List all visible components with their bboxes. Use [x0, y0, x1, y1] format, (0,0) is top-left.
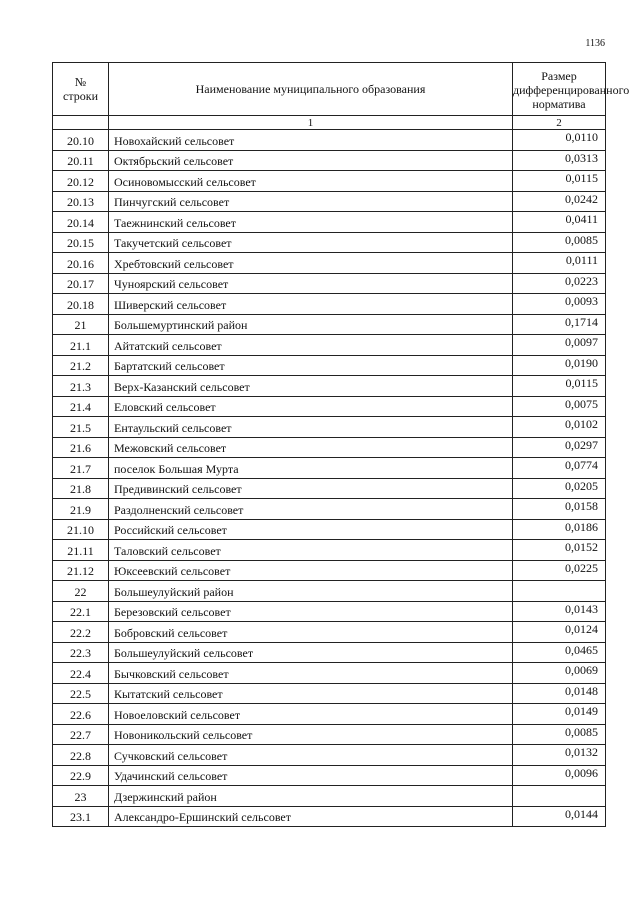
- table-row: [53, 130, 606, 151]
- municipality-name: Новохайский сельсовет: [109, 130, 513, 151]
- index-cell-1: 1: [109, 116, 513, 130]
- municipality-name: Чуноярский сельсовет: [109, 273, 513, 294]
- row-number: 22.5: [53, 683, 109, 704]
- row-number: 20.13: [53, 191, 109, 212]
- normative-value: 0,0115: [513, 376, 606, 397]
- row-number: 21.12: [53, 560, 109, 581]
- normative-value: 0,0205: [513, 478, 606, 499]
- municipality-name: Раздолненский сельсовет: [109, 499, 513, 520]
- header-normative-size: [513, 63, 630, 116]
- normative-value: 0,0115: [513, 171, 606, 192]
- table-row: [53, 724, 606, 745]
- row-number: 20.11: [53, 150, 109, 171]
- normative-value: 0,0242: [513, 191, 606, 212]
- row-number: 22.2: [53, 622, 109, 643]
- municipality-name: Новоникольский сельсовет: [109, 724, 513, 745]
- normative-value: 0,0190: [513, 355, 606, 376]
- row-number: 22: [53, 581, 109, 602]
- row-number: 22.8: [53, 745, 109, 766]
- municipality-name: Айтатский сельсовет: [109, 335, 513, 356]
- municipality-name: Бобровский сельсовет: [109, 622, 513, 643]
- index-cell-empty: [53, 116, 109, 130]
- municipality-name: Сучковский сельсовет: [109, 745, 513, 766]
- row-number: 21.9: [53, 499, 109, 520]
- row-number: 20.10: [53, 130, 109, 151]
- header-normative-size-label: Размер дифференцированного норматива: [513, 69, 630, 111]
- table-row: [53, 786, 606, 807]
- header-row-number: [53, 63, 109, 116]
- normative-value: 0,0097: [513, 335, 606, 356]
- normative-value: 0,0075: [513, 396, 606, 417]
- table-index-row: [53, 116, 606, 130]
- table-row: [53, 396, 606, 417]
- table-row: [53, 437, 606, 458]
- row-number: 23.1: [53, 806, 109, 827]
- table-header-row: [53, 63, 606, 116]
- normative-value: 0,0143: [513, 601, 606, 622]
- table-row: [53, 376, 606, 397]
- municipality-name: Бартатский сельсовет: [109, 355, 513, 376]
- table-row: [53, 642, 606, 663]
- municipality-name: Новоеловский сельсовет: [109, 704, 513, 725]
- municipality-name: Удачинский сельсовет: [109, 765, 513, 786]
- normative-value: 0,0132: [513, 745, 606, 766]
- municipality-name: Межовский сельсовет: [109, 437, 513, 458]
- table-row: [53, 478, 606, 499]
- row-number: 22.7: [53, 724, 109, 745]
- header-row-number-label: № строки: [63, 75, 98, 103]
- normative-value: 0,0149: [513, 704, 606, 725]
- row-number: 21.1: [53, 335, 109, 356]
- table-row: [53, 663, 606, 684]
- municipality-name: Юксеевский сельсовет: [109, 560, 513, 581]
- row-number: 21.7: [53, 458, 109, 479]
- table-row: [53, 294, 606, 315]
- row-number: 22.9: [53, 765, 109, 786]
- header-municipality-name-label: Наименование муниципального образования: [195, 81, 426, 96]
- normative-value: 0,0465: [513, 642, 606, 663]
- normative-value: 0,0297: [513, 437, 606, 458]
- table-row: [53, 171, 606, 192]
- municipality-name: Российский сельсовет: [109, 519, 513, 540]
- table-row: [53, 765, 606, 786]
- index-cell-2: 2: [513, 116, 606, 130]
- row-number: 21.5: [53, 417, 109, 438]
- row-number: 22.4: [53, 663, 109, 684]
- table-row: [53, 355, 606, 376]
- page-number: 1136: [585, 38, 605, 49]
- table-row: [53, 683, 606, 704]
- row-number: 22.1: [53, 601, 109, 622]
- normative-value: 0,0313: [513, 150, 606, 171]
- municipality-name: Октябрьский сельсовет: [109, 150, 513, 171]
- table-row: [53, 212, 606, 233]
- municipality-name: Большемуртинский район: [109, 314, 513, 335]
- municipality-name: Пинчугский сельсовет: [109, 191, 513, 212]
- municipality-name: Таловский сельсовет: [109, 540, 513, 561]
- table-row: [53, 232, 606, 253]
- row-number: 20.14: [53, 212, 109, 233]
- table-row: [53, 499, 606, 520]
- municipality-name: Таежнинский сельсовет: [109, 212, 513, 233]
- header-municipality-name: [109, 63, 513, 116]
- row-number: 21.4: [53, 396, 109, 417]
- table-row: [53, 335, 606, 356]
- row-number: 20.17: [53, 273, 109, 294]
- normative-value: 0,0085: [513, 232, 606, 253]
- table-row: [53, 191, 606, 212]
- row-number: 21.3: [53, 376, 109, 397]
- row-number: 21.11: [53, 540, 109, 561]
- table-row: [53, 601, 606, 622]
- table-row: [53, 704, 606, 725]
- municipality-name: Большеулуйский сельсовет: [109, 642, 513, 663]
- table-row: [53, 519, 606, 540]
- table-row: [53, 273, 606, 294]
- table-row: [53, 560, 606, 581]
- normative-value: 0,0186: [513, 519, 606, 540]
- row-number: 22.6: [53, 704, 109, 725]
- normative-value: 0,0225: [513, 560, 606, 581]
- table-row: [53, 150, 606, 171]
- table-row: [53, 417, 606, 438]
- normative-value: 0,0124: [513, 622, 606, 643]
- normative-value: 0,0774: [513, 458, 606, 479]
- municipality-name: Березовский сельсовет: [109, 601, 513, 622]
- normative-value: 0,0148: [513, 683, 606, 704]
- normative-value: 0,0102: [513, 417, 606, 438]
- normative-table: [52, 62, 630, 827]
- table-row: [53, 581, 606, 602]
- municipality-name: Еловский сельсовет: [109, 396, 513, 417]
- municipality-name: Большеулуйский район: [109, 581, 513, 602]
- normative-value: 0,0158: [513, 499, 606, 520]
- row-number: 22.3: [53, 642, 109, 663]
- municipality-name: Предивинский сельсовет: [109, 478, 513, 499]
- municipality-name: Кытатский сельсовет: [109, 683, 513, 704]
- municipality-name: поселок Большая Мурта: [109, 458, 513, 479]
- municipality-name: Хребтовский сельсовет: [109, 253, 513, 274]
- normative-value: [513, 581, 606, 602]
- table-row: [53, 540, 606, 561]
- normative-value: 0,0093: [513, 294, 606, 315]
- table-row: [53, 253, 606, 274]
- row-number: 21.2: [53, 355, 109, 376]
- table-row: [53, 622, 606, 643]
- municipality-name: Шиверский сельсовет: [109, 294, 513, 315]
- municipality-name: Верх-Казанский сельсовет: [109, 376, 513, 397]
- row-number: 20.12: [53, 171, 109, 192]
- row-number: 20.16: [53, 253, 109, 274]
- municipality-name: Дзержинский район: [109, 786, 513, 807]
- municipality-name: Ентаульский сельсовет: [109, 417, 513, 438]
- municipality-name: Такучетский сельсовет: [109, 232, 513, 253]
- table-row: [53, 458, 606, 479]
- normative-value: 0,1714: [513, 314, 606, 335]
- row-number: 20.18: [53, 294, 109, 315]
- normative-value: 0,0152: [513, 540, 606, 561]
- municipality-name: Осиновомысский сельсовет: [109, 171, 513, 192]
- row-number: 21.8: [53, 478, 109, 499]
- normative-value: 0,0144: [513, 806, 606, 827]
- table-body: [53, 130, 606, 827]
- normative-value: 0,0069: [513, 663, 606, 684]
- row-number: 21.6: [53, 437, 109, 458]
- table-row: [53, 745, 606, 766]
- normative-value: 0,0223: [513, 273, 606, 294]
- municipality-name: Александро-Ершинский сельсовет: [109, 806, 513, 827]
- row-number: 23: [53, 786, 109, 807]
- normative-value: 0,0085: [513, 724, 606, 745]
- row-number: 21.10: [53, 519, 109, 540]
- normative-value: 0,0411: [513, 212, 606, 233]
- normative-value: [513, 786, 606, 807]
- table-row: [53, 806, 606, 827]
- normative-value: 0,0110: [513, 130, 606, 151]
- row-number: 21: [53, 314, 109, 335]
- municipality-name: Бычковский сельсовет: [109, 663, 513, 684]
- row-number: 20.15: [53, 232, 109, 253]
- normative-value: 0,0111: [513, 253, 606, 274]
- normative-value: 0,0096: [513, 765, 606, 786]
- table-row: [53, 314, 606, 335]
